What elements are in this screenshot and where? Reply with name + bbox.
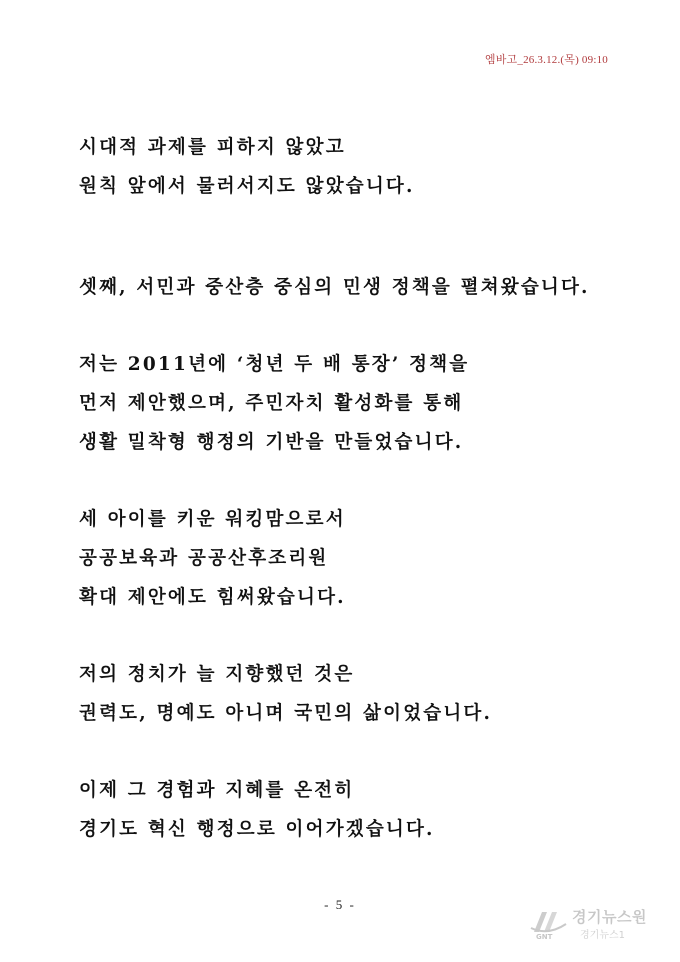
paragraph-2	[79, 268, 639, 307]
text-line: 공공보육과 공공산후조리원	[79, 548, 329, 569]
paragraph-6	[79, 771, 639, 849]
paragraph-4	[79, 500, 639, 617]
text-line: 이제 그 경험과 지혜를 온전히	[79, 780, 355, 801]
watermark-title: 경기뉴스원	[572, 908, 647, 926]
text-line: 권력도, 명예도 아니며 국민의 삶이었습니다.	[79, 703, 493, 724]
paragraph-3	[79, 345, 639, 462]
paragraph-5	[79, 655, 639, 733]
document-body	[79, 128, 639, 849]
paragraph-1	[79, 128, 639, 206]
text-line: 세 아이를 키운 워킹맘으로서	[79, 509, 346, 530]
text-line: 경기도 혁신 행정으로 이어가겠습니다.	[79, 819, 435, 840]
watermark	[528, 904, 658, 944]
svg-text:GNT: GNT	[536, 933, 553, 940]
gnt-logo-icon	[528, 906, 568, 940]
text-line: 먼저 제안했으며, 주민자치 활성화를 통해	[79, 393, 464, 414]
page-number: - 5 -	[324, 897, 356, 912]
embargo-note: 엠바고_26.3.12.(목) 09:10	[484, 54, 608, 66]
watermark-subtitle: 경기뉴스1	[580, 930, 626, 941]
text-line: 셋째, 서민과 중산층 중심의 민생 정책을 펼쳐왔습니다.	[79, 277, 590, 298]
text-line: 원칙 앞에서 물러서지도 않았습니다.	[79, 176, 415, 197]
text-line: 저는 2011년에 ‘청년 두 배 통장’ 정책을	[79, 354, 470, 375]
text-line: 시대적 과제를 피하지 않았고	[79, 137, 346, 158]
text-line: 확대 제안에도 힘써왔습니다.	[79, 587, 346, 608]
text-line: 저의 정치가 늘 지향했던 것은	[79, 664, 355, 685]
text-line: 생활 밀착형 행정의 기반을 만들었습니다.	[79, 432, 464, 453]
